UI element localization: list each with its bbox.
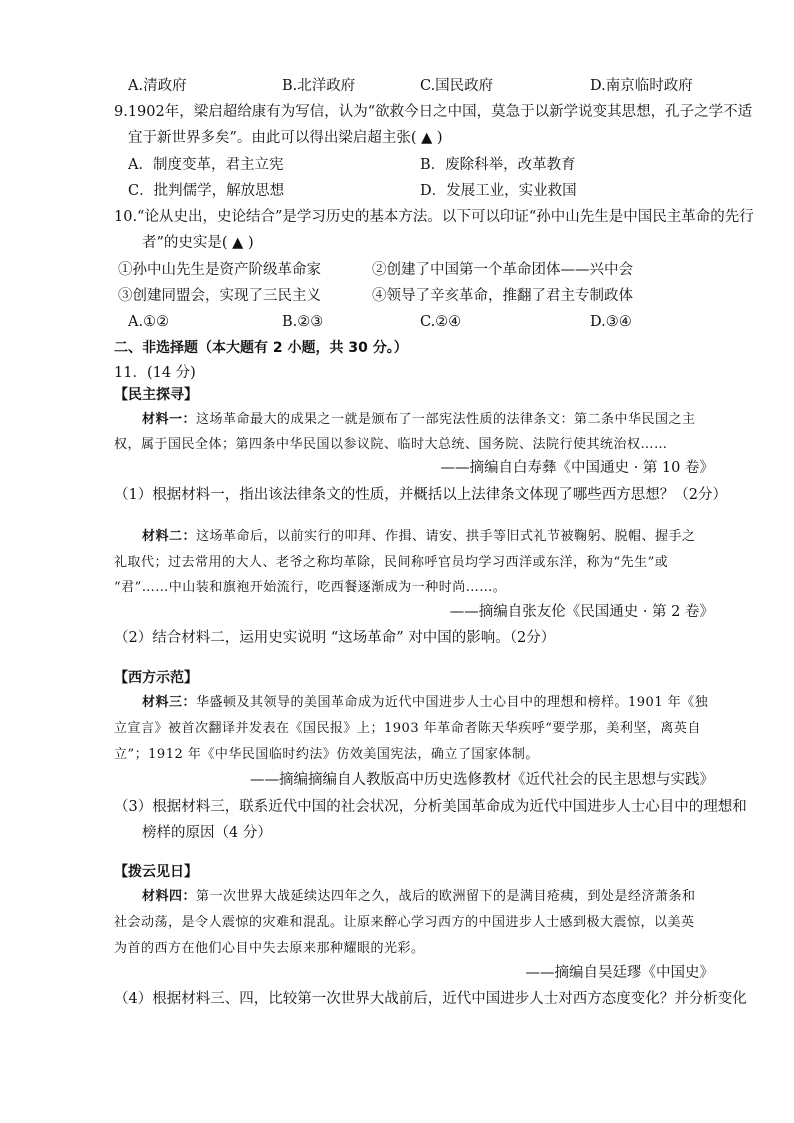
q9-option-b: B．废除科举，改革教育 (420, 157, 576, 173)
material-3-line-1 (142, 693, 708, 713)
material-4-label: 材料四： (142, 889, 197, 904)
q8-option-c: C.国民政府 (420, 78, 494, 94)
q10-option-d: D.③④ (590, 314, 632, 330)
q10-option-b: B.②③ (282, 314, 324, 330)
q9-option-d: D．发展工业，实业救国 (420, 183, 577, 199)
q11-label: 11．(14 分) (114, 365, 196, 381)
q10-stem-cont: 者”的史实是( ▲ ) (142, 235, 254, 251)
question-4: （4）根据材料三、四，比较第一次世界大战前后，近代中国进步人士对西方态度变化？并分析变化 (114, 991, 747, 1007)
material-3-text-1: 华盛顿及其领导的美国革命成为近代中国进步人士心目中的理想和榜样。1901 年《独 (196, 695, 709, 710)
material-1-label: 材料一： (142, 412, 197, 427)
material-3-line-2: 立宣言》被首次翻译并发表在《国民报》上；1903 年革命者陈天华疾呼“要学那，美利坚，离英自 (114, 721, 701, 736)
q8-option-d: D.南京临时政府 (590, 78, 693, 94)
q8-option-b: B.北洋政府 (282, 78, 356, 94)
question-1: （1）根据材料一，指出该法律条文的性质，并概括以上法律条文体现了哪些西方思想？（2分） (114, 487, 727, 503)
q9-option-a: A．制度变革，君主立宪 (128, 157, 284, 173)
material-3-label: 材料三： (142, 695, 197, 710)
q8-option-a: A.清政府 (128, 78, 187, 94)
question-3-cont: 榜样的原因（4 分） (142, 825, 272, 841)
material-4-line-2: 社会动荡，是令人震惊的灾难和混乱。让原来醉心学习西方的中国进步人士感到极大震惊，以美英 (114, 915, 695, 930)
q10-option-a: A.①② (128, 314, 170, 330)
material-1-source: ——摘编自白寿彝《中国通史 · 第 10 卷》 (440, 460, 714, 476)
material-1-text-1: 这场革命最大的成果之一就是颁布了一部宪法性质的法律条文：第二条中华民国之主 (196, 412, 696, 427)
material-2-source: ——摘编自张友伦《民国通史 · 第 2 卷》 (449, 604, 714, 620)
material-1-line-1 (142, 410, 696, 430)
question-3: （3）根据材料三，联系近代中国的社会状况，分析美国革命成为近代中国进步人士心目中的理想和 (114, 799, 747, 815)
section-title: 二、非选择题（本大题有 2 小题，共 30 分。） (114, 340, 408, 356)
q10-option-c: C.②④ (420, 314, 462, 330)
q10-item-1: ①孙中山先生是资产阶级革命家 (118, 262, 321, 278)
material-3-line-3: 立”；1912 年《中华民国临时约法》仿效美国宪法，确立了国家体制。 (114, 747, 539, 762)
part2-heading: 【西方示范】 (114, 670, 198, 686)
material-4-line-1 (142, 887, 696, 907)
material-1-line-2: 权，属于国民全体；第四条中华民国以参议院、临时大总统、国务院、法院行使其统治权…… (114, 437, 668, 452)
material-3-source: ——摘编摘编自人教版高中历史选修教材《近代社会的民主思想与实践》 (250, 772, 714, 788)
question-2: （2）结合材料二，运用史实说明 “这场革命” 对中国的影响。（2分） (114, 630, 556, 646)
part3-heading: 【拨云见日】 (114, 864, 198, 880)
material-2-line-1 (142, 527, 696, 547)
q9-stem-cont: 宜于新世界多矣”。由此可以得出梁启超主张( ▲ ) (128, 130, 443, 146)
material-2-line-3: “君”……中山装和旗袍开始流行，吃西餐逐渐成为一种时尚……。 (114, 580, 507, 595)
material-2-line-2: 礼取代；过去常用的大人、老爷之称均革除，民间称呼官员均学习西洋或东洋，称为“先生”或 (114, 555, 669, 570)
material-2-text-1: 这场革命后，以前实行的叩拜、作揖、请安、拱手等旧式礼节被鞠躬、脱帽、握手之 (196, 529, 696, 544)
q10-item-4: ④领导了辛亥革命，推翻了君主专制政体 (372, 288, 633, 304)
material-4-source: ——摘编自吴廷璆《中国史》 (525, 965, 714, 981)
material-4-line-3: 为首的西方在他们心目中失去原来那种耀眼的光彩。 (114, 941, 425, 956)
part1-heading: 【民主探寻】 (114, 387, 198, 403)
q9-option-c: C．批判儒学，解放思想 (128, 183, 285, 199)
q10-stem: 10.“论从史出，史论结合”是学习历史的基本方法。以下可以印证“孙中山先生是中国民主革命的先行 (114, 209, 754, 225)
q10-item-2: ②创建了中国第一个革命团体——兴中会 (372, 262, 633, 278)
material-2-label: 材料二： (142, 529, 197, 544)
q10-item-3: ③创建同盟会，实现了三民主义 (118, 288, 321, 304)
q9-stem: 9.1902年，梁启超给康有为写信，认为“欲救今日之中国，莫急于以新学说变其思想，孔子之学不适 (114, 104, 753, 120)
material-4-text-1: 第一次世界大战延续达四年之久，战后的欧洲留下的是满目疮痍，到处是经济萧条和 (196, 889, 696, 904)
